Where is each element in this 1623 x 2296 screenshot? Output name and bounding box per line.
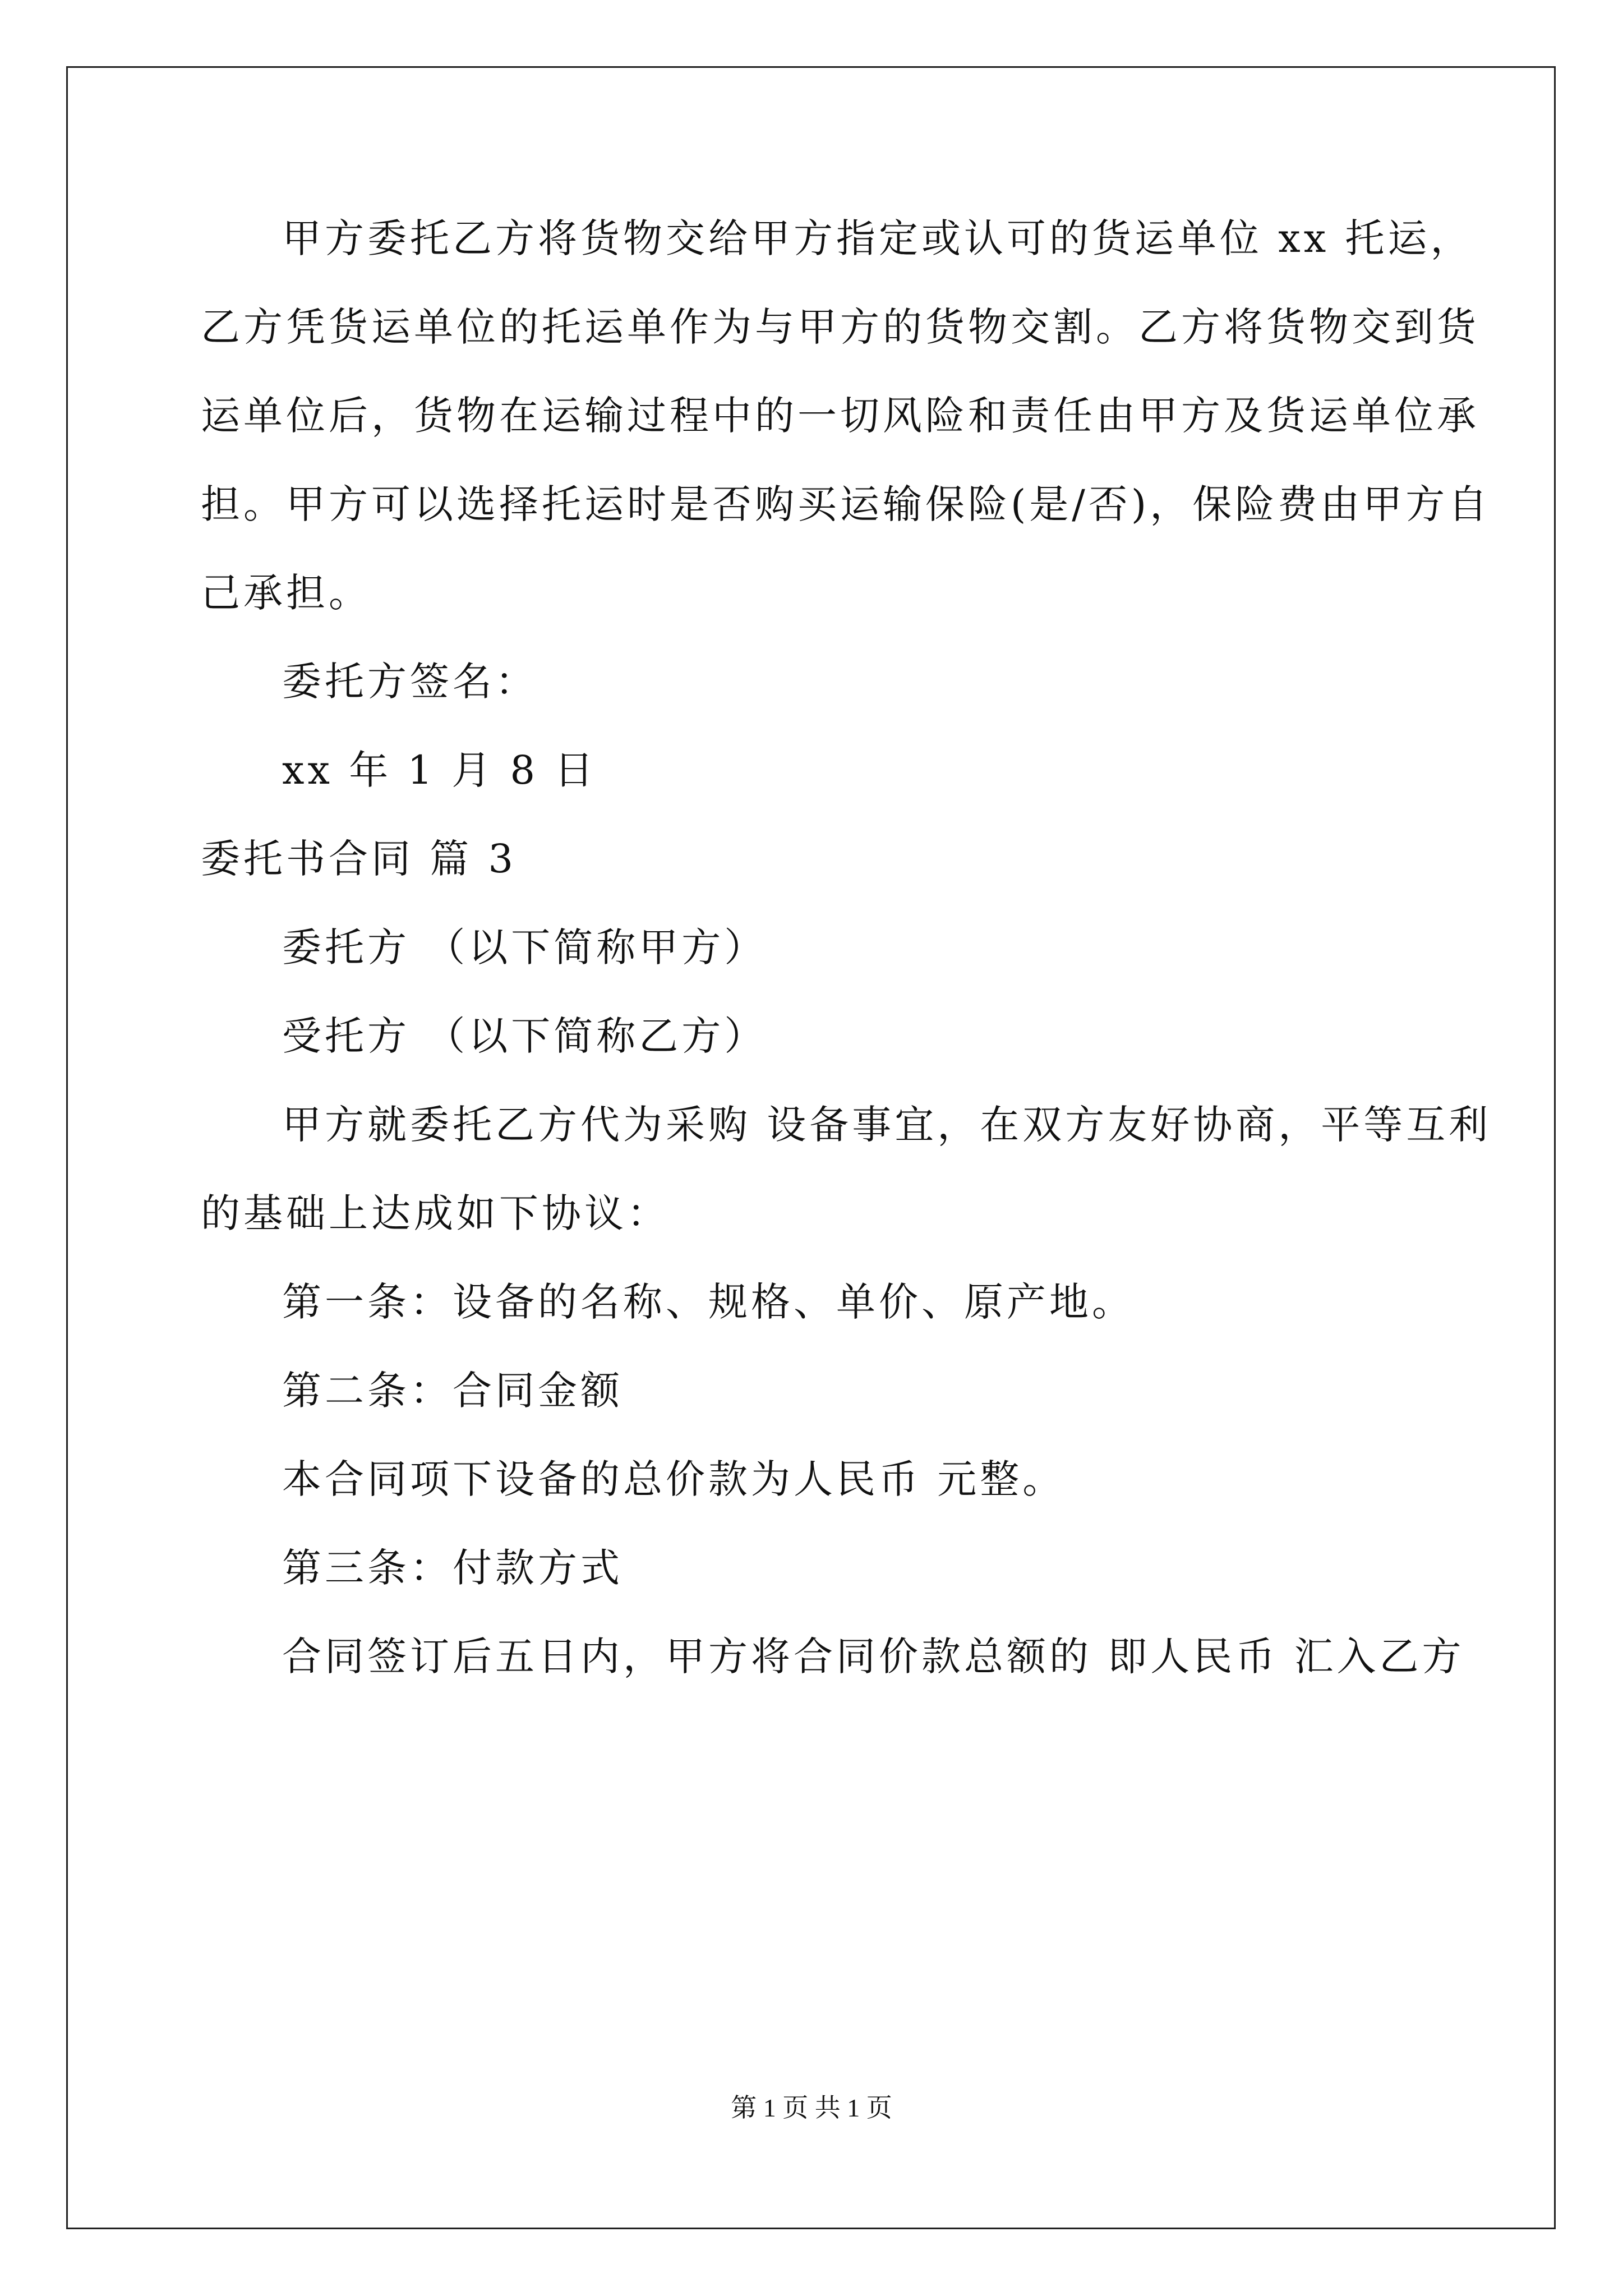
paragraph-line: 的基础上达成如下协议： — [201, 1190, 670, 1236]
paragraph-line: 合同签订后五日内，甲方将合同价款总额的 即人民币 汇入乙方 — [282, 1634, 1465, 1680]
paragraph-line: 甲方就委托乙方代为采购 设备事宜，在双方友好协商，平等互利 — [282, 1102, 1492, 1148]
paragraph-line: 甲方委托乙方将货物交给甲方指定或认可的货运单位 xx 托运， — [282, 215, 1473, 261]
signature-label: 委托方签名： — [282, 659, 538, 705]
paragraph-line: 担。甲方可以选择托运时是否购买运输保险(是/否)，保险费由甲方自 — [201, 481, 1491, 527]
paragraph-line: 本合同项下设备的总价款为人民币 元整。 — [282, 1456, 1066, 1502]
section-heading: 委托书合同 篇 3 — [201, 836, 517, 882]
date-line: xx 年 1 月 8 日 — [282, 747, 597, 793]
paragraph-line: 运单位后，货物在运输过程中的一切风险和责任由甲方及货运单位承 — [201, 393, 1479, 439]
article-line: 第三条：付款方式 — [282, 1545, 623, 1591]
paragraph-line: 己承担。 — [201, 570, 371, 616]
page-number-footer: 第 1 页 共 1 页 — [731, 2093, 892, 2122]
paragraph-line: 乙方凭货运单位的托运单作为与甲方的货物交割。乙方将货物交到货 — [201, 304, 1479, 350]
party-a-line: 委托方 （以下简称甲方） — [282, 924, 767, 970]
article-line: 第二条：合同金额 — [282, 1368, 623, 1414]
party-b-line: 受托方 （以下简称乙方） — [282, 1013, 767, 1059]
article-line: 第一条：设备的名称、规格、单价、原产地。 — [282, 1279, 1135, 1325]
